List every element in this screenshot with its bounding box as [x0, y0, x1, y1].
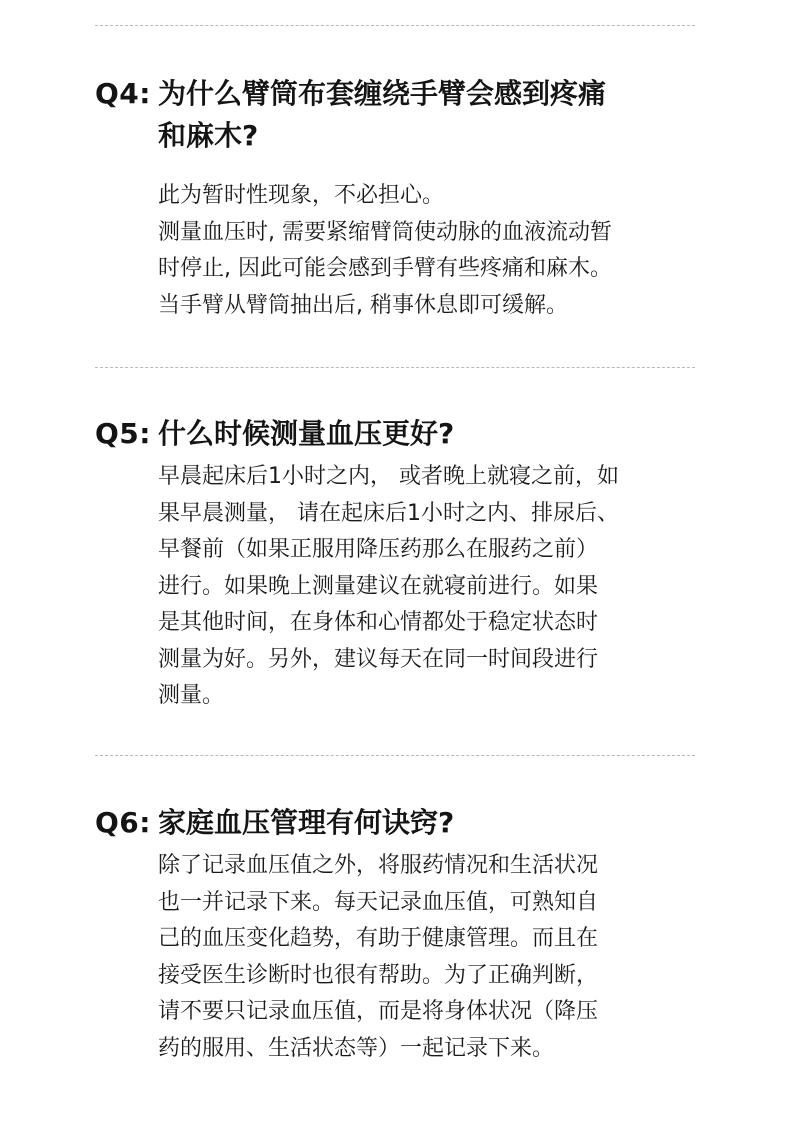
- question-text: [158, 413, 705, 455]
- answer-text: [158, 178, 705, 324]
- answer-line: 接受医生诊断时也很有帮助。为了正确判断，: [158, 962, 599, 988]
- answer-line: 是其他时间，在身体和心情都处于稳定状态时: [158, 610, 599, 635]
- answer-line: 果早晨测量， 请在起床后1小时之内、排尿后、: [158, 500, 619, 526]
- answer-line: 早餐前（如果正服用降压药那么在服药之前）: [158, 537, 599, 562]
- faq-item-q4: [95, 73, 705, 324]
- faq-item-q5: [95, 413, 705, 715]
- answer-line: 测量为好。另外，建议每天在同一时间段进行: [158, 646, 599, 672]
- faq-item-q6: [95, 802, 705, 1067]
- question-text: [158, 802, 705, 844]
- answer-line: 也一并记录下来。每天记录血压值，可熟知自: [158, 889, 599, 915]
- question-text: [158, 73, 705, 157]
- answer-line: 早晨起床后1小时之内， 或者晚上就寝之前，如: [158, 464, 619, 489]
- answer-line: 进行。如果晚上测量建议在就寝前进行。如果: [158, 573, 599, 599]
- answer-line: 己的血压变化趋势，有助于健康管理。而且在: [158, 926, 599, 951]
- question-line: 和麻木?: [158, 119, 259, 152]
- question-row: [95, 73, 705, 157]
- section-divider: [95, 25, 695, 26]
- answer-line: 测量血压时, 需要紧缩臂筒使动脉的血液流动暂: [158, 219, 612, 245]
- answer-line: 除了记录血压值之外，将服药情况和生活状况: [158, 853, 599, 878]
- answer-line: 时停止, 因此可能会感到手臂有些疼痛和麻木。: [158, 256, 612, 281]
- question-line: 为什么臂筒布套缠绕手臂会感到疼痛: [158, 77, 607, 110]
- answer-line: 当手臂从臂筒抽出后, 稍事休息即可缓解。: [158, 292, 568, 318]
- question-row: [95, 802, 705, 844]
- section-divider: [95, 755, 695, 756]
- answer-line: 测量。: [158, 683, 225, 708]
- answer-line: 此为暂时性现象，不必担心。: [158, 183, 445, 208]
- question-number: Q6:: [95, 806, 151, 839]
- section-divider: [95, 367, 695, 368]
- question-number: Q5:: [95, 417, 151, 450]
- answer-text: [158, 848, 705, 1067]
- question-line: 家庭血压管理有何诀窍?: [158, 806, 455, 839]
- answer-line: 药的服用、生活状态等）一起记录下来。: [158, 1035, 555, 1061]
- answer-line: 请不要只记录血压值，而是将身体状况（降压: [158, 999, 599, 1024]
- answer-text: [158, 459, 705, 715]
- question-row: [95, 413, 705, 455]
- question-line: 什么时候测量血压更好?: [158, 417, 455, 450]
- question-number: Q4:: [95, 77, 151, 110]
